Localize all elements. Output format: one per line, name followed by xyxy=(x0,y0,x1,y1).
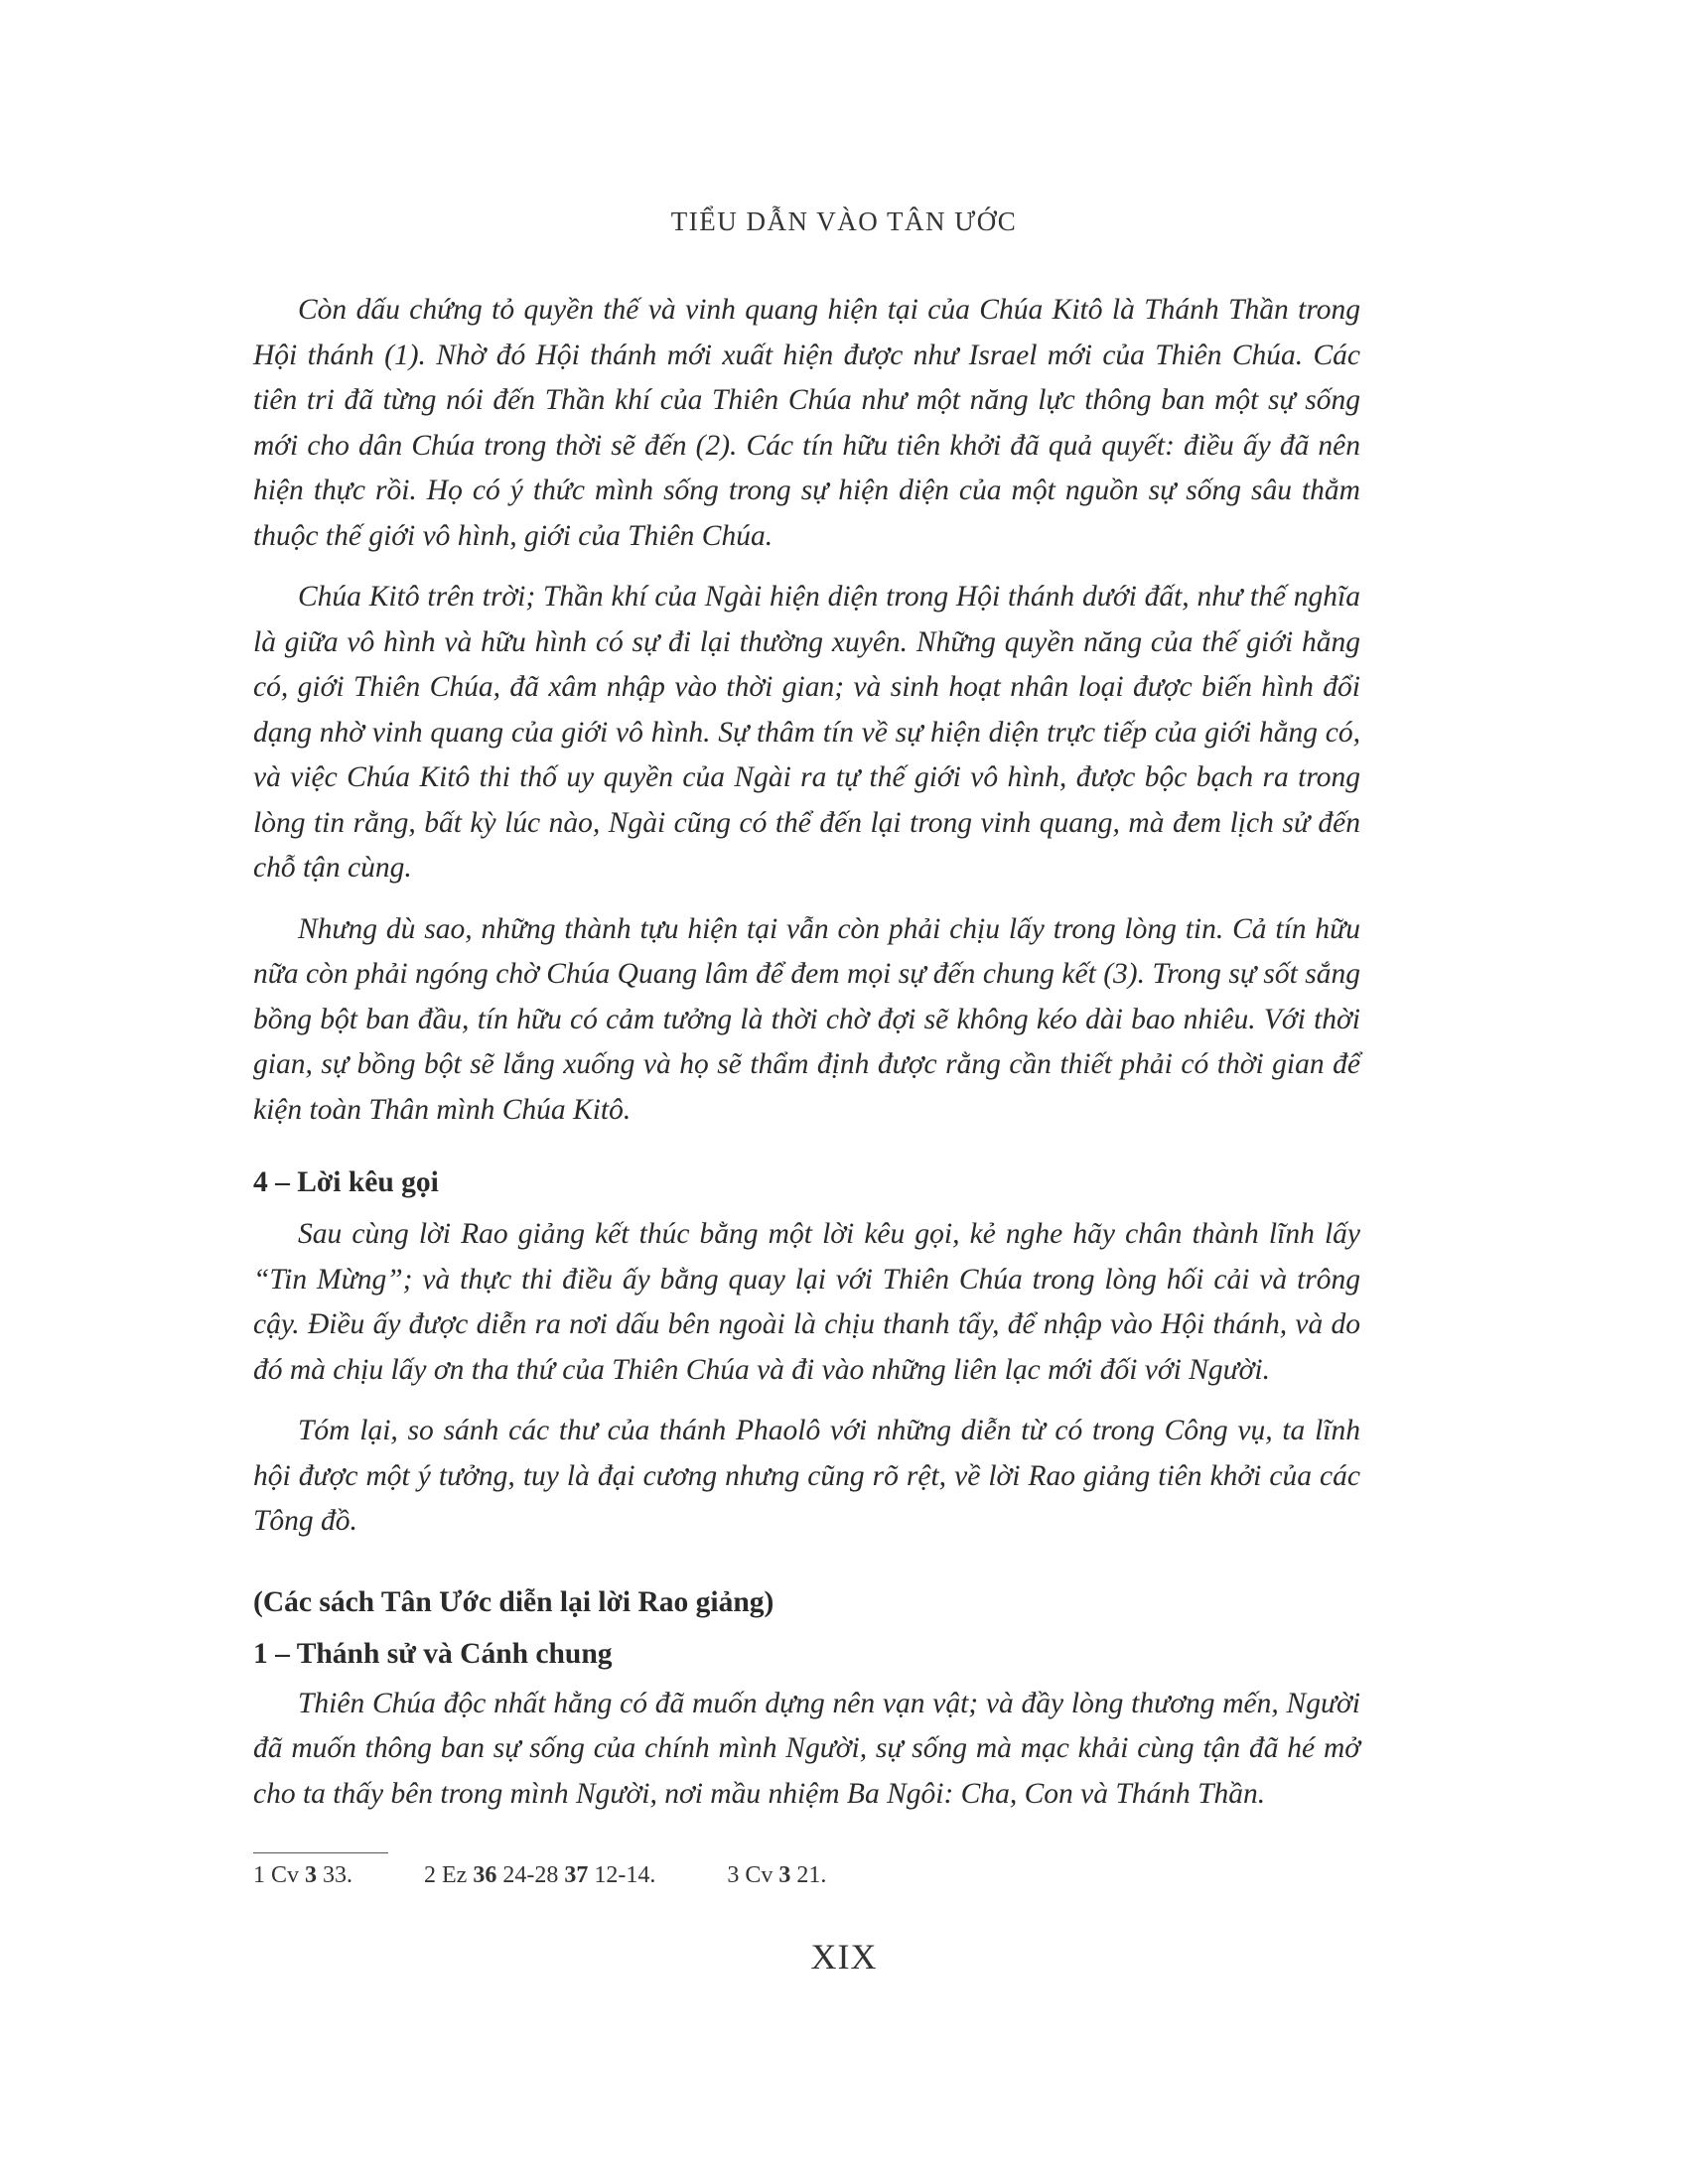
section-heading-sacred-history: 1 – Thánh sử và Cánh chung xyxy=(253,1637,613,1670)
paragraph-achievements: Nhưng dù sao, những thành tựu hiện tại vẫn còn phải chịu lấy trong lòng tin. Cả tín hữu nữa còn phải ngóng chờ Chúa Quang lâm để đem mọi sự đến chung kết (3). Trong sự sốt sắng bồng bột ban đầu, tín hữu có cảm tưởng là thời chờ đợi sẽ không kéo dài bao nhiêu. Với thời gian, sự bồng bột sẽ lắng xuống và họ sẽ thẩm định được rằng cần thiết phải có thời gian để kiện toàn Thân mình Chúa Kitô. xyxy=(253,912,1360,1126)
paragraph-appeal: Sau cùng lời Rao giảng kết thúc bằng một lời kêu gọi, kẻ nghe hãy chân thành lĩnh lấy “Tin Mừng”; và thực thi điều ấy bằng quay lại với Thiên Chúa trong lòng hối cải và trông cậy. Điều ấy được diễn ra nơi dấu bên ngoài là chịu thanh tẩy, để nhập vào Hội thánh, và do đó mà chịu lấy ơn tha thứ của Thiên Chúa và đi vào những liên lạc mới đối với Người. xyxy=(253,1218,1360,1386)
section-heading-appeal: 4 – Lời kêu gọi xyxy=(253,1166,439,1198)
paragraph-christ-in-heaven: Chúa Kitô trên trời; Thần khí của Ngài hiện diện trong Hội thánh dưới đất, như thế nghĩa là giữa vô hình và hữu hình có sự đi lại thường xuyên. Những quyền năng của thế giới hằng có, giới Thiên Chúa, đã xâm nhập vào thời gian; và sinh hoạt nhân loại được biến hình đổi dạng nhờ vinh quang của giới vô hình. Sự thâm tín về sự hiện diện trực tiếp của giới hằng có, và việc Chúa Kitô thi thố uy quyền của Ngài ra tự thế giới vô hình, được bộc bạch ra trong lòng tin rằng, bất kỳ lúc nào, Ngài cũng có thể đến lại trong vinh quang, mà đem lịch sử đến chỗ tận cùng. xyxy=(253,581,1360,884)
running-head: TIỂU DẪN VÀO TÂN ƯỚC xyxy=(670,206,1018,236)
footnote-1: 1 Cv 3 33. xyxy=(253,1862,353,1888)
section-heading-nt-books: (Các sách Tân Ước diễn lại lời Rao giảng) xyxy=(253,1585,774,1618)
paragraph-trinity: Thiên Chúa độc nhất hằng có đã muốn dựng nên vạn vật; và đầy lòng thương mến, Người đã muốn thông ban sự sống của chính mình Người, sự sống mà mạc khải cùng tận đã hé mở cho ta thấy bên trong mình Người, nơi mầu nhiệm Ba Ngôi: Cha, Con và Thánh Thần. xyxy=(253,1687,1360,1810)
footnote-3: 3 Cv 3 21. xyxy=(727,1862,827,1888)
footnotes xyxy=(253,1858,892,1892)
footnote-rule xyxy=(253,1852,388,1853)
footnote-2: 2 Ez 36 24-28 37 12-14. xyxy=(424,1862,656,1888)
page-body xyxy=(253,288,1360,1833)
page-number: XIX xyxy=(810,1937,878,1977)
paragraph-holy-spirit: Còn dấu chứng tỏ quyền thế và vinh quang hiện tại của Chúa Kitô là Thánh Thần trong Hội thánh (1). Nhờ đó Hội thánh mới xuất hiện được như Israel mới của Thiên Chúa. Các tiên tri đã từng nói đến Thần khí của Thiên Chúa như một năng lực thông ban một sự sống mới cho dân Chúa trong thời sẽ đến (2). Các tín hữu tiên khởi đã quả quyết: điều ấy đã nên hiện thực rồi. Họ có ý thức mình sống trong sự hiện diện của một nguồn sự sống sâu thẳm thuộc thế giới vô hình, giới của Thiên Chúa. xyxy=(253,294,1360,552)
paragraph-summary: Tóm lại, so sánh các thư của thánh Phaolô với những diễn từ có trong Công vụ, ta lĩnh hội được một ý tưởng, tuy là đại cương nhưng cũng rõ rệt, về lời Rao giảng tiên khởi của các Tông đồ. xyxy=(253,1415,1360,1537)
